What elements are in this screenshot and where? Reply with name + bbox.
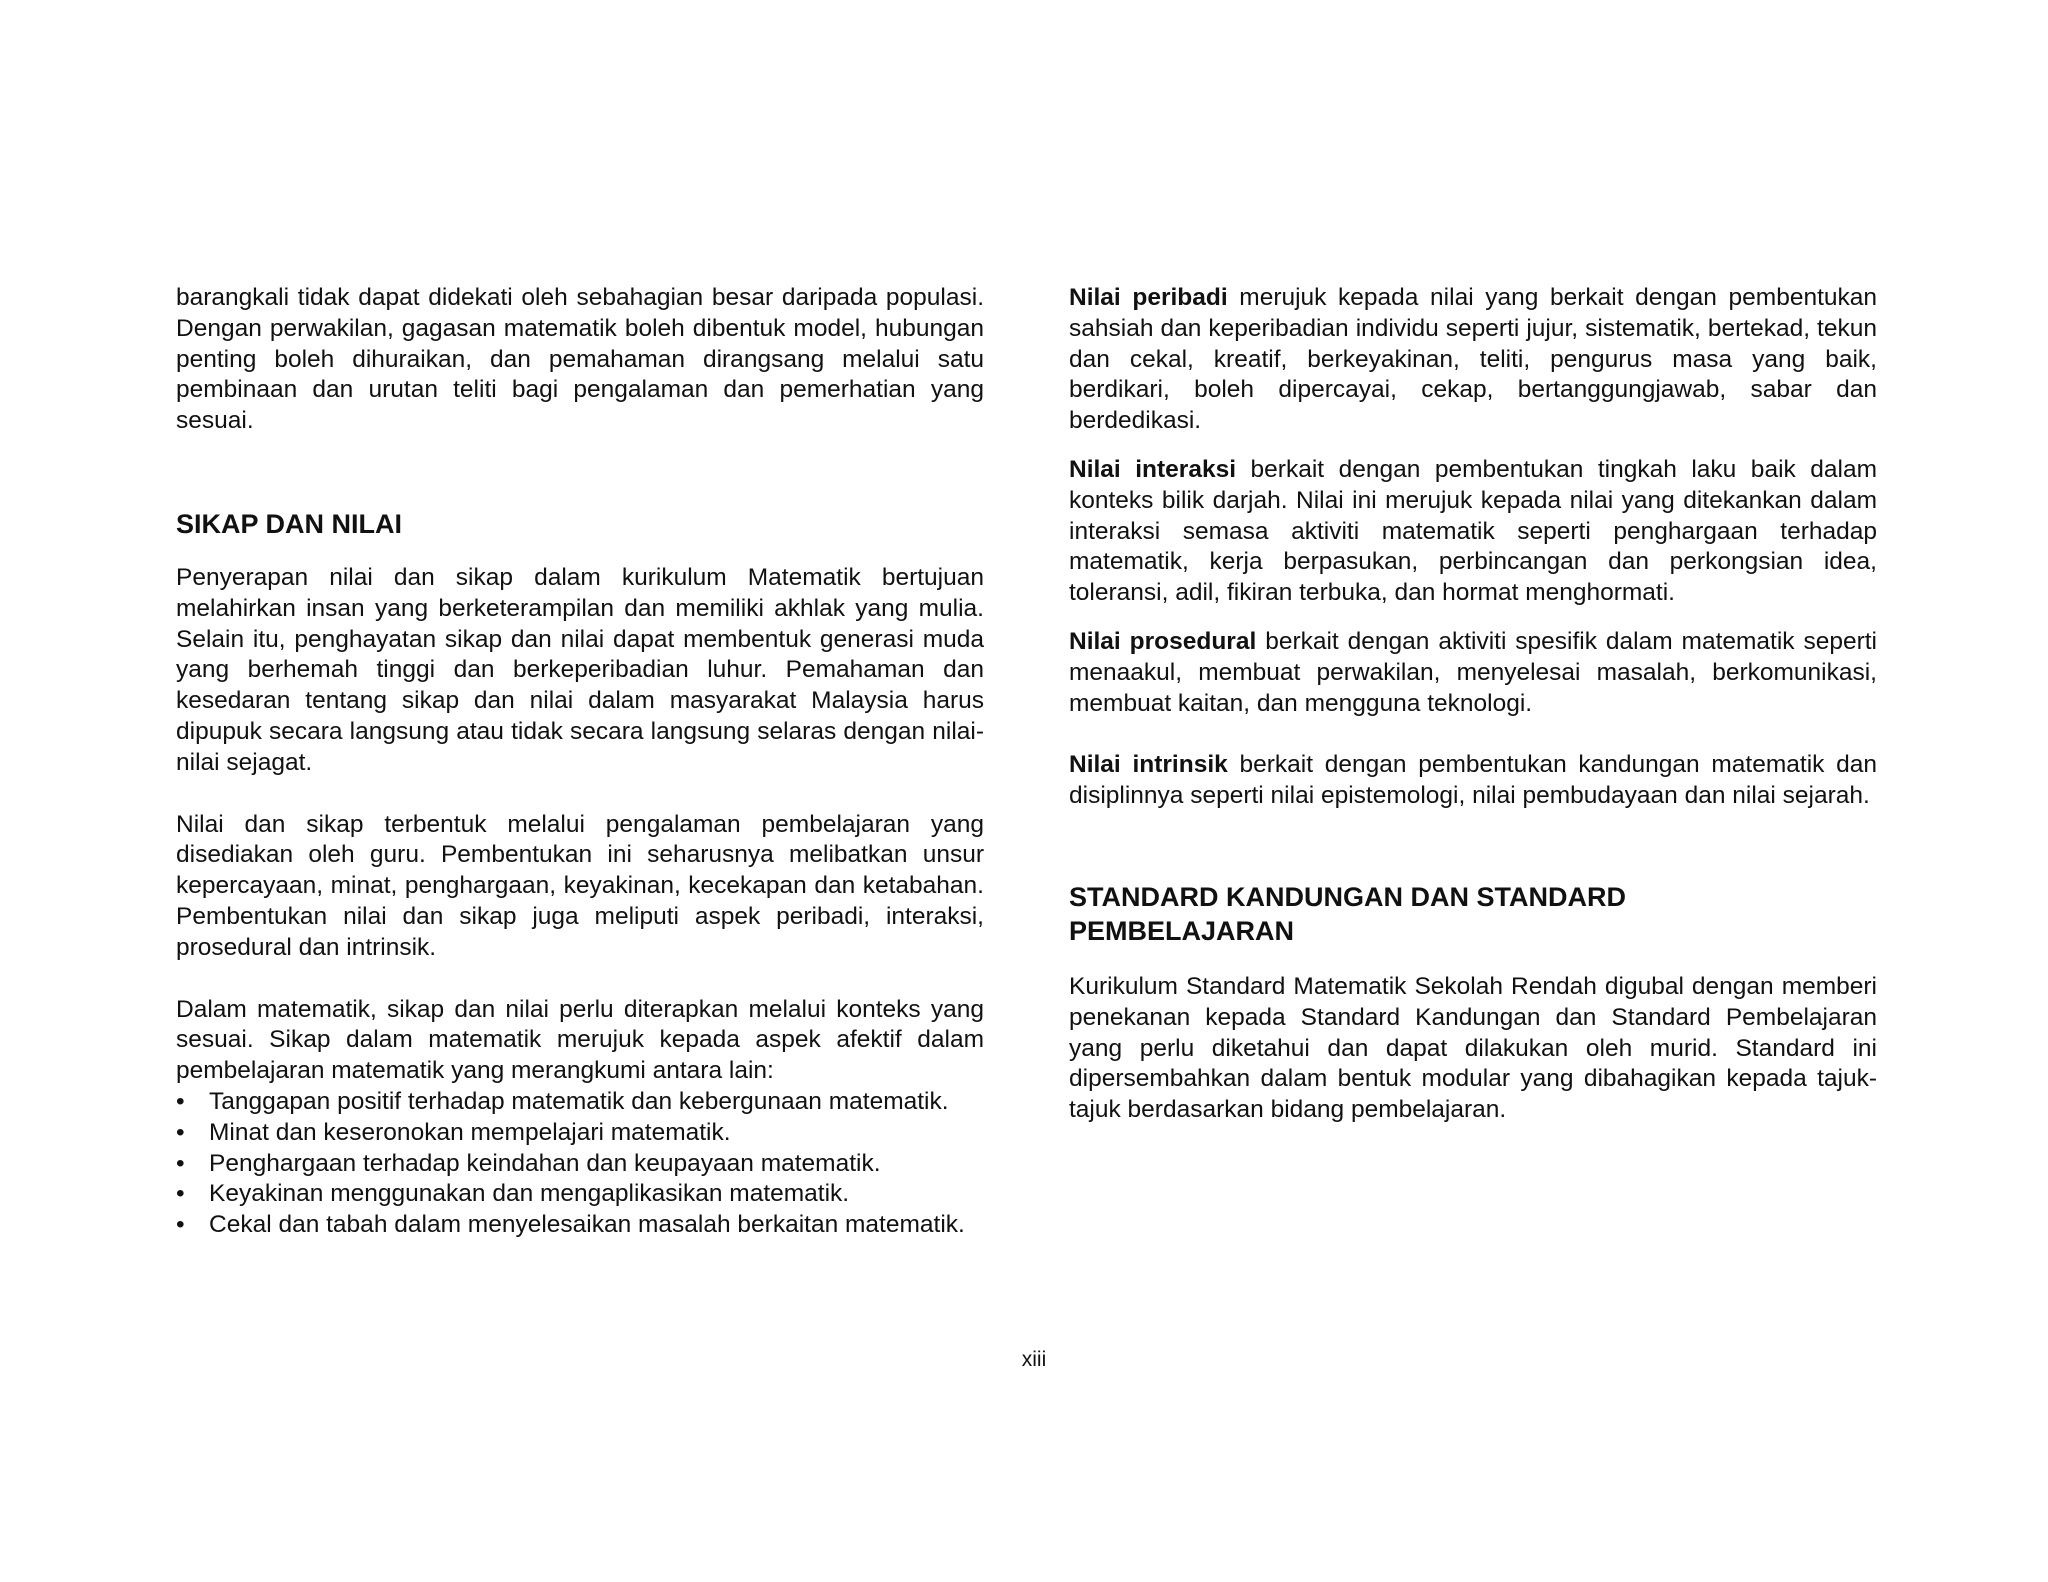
intro-paragraph: barangkali tidak dapat didekati oleh sebahagian besar daripada populasi. Dengan perwakilan, gagasan matematik boleh dibentuk model, hubungan penting boleh dihuraikan, dan pemahaman dirangsang melalui satu pembinaan dan urutan teliti bagi pengalaman dan pemerhatian yang sesuai. xyxy=(176,284,984,435)
nilai-intrinsik-term: Nilai intrinsik xyxy=(1069,751,1228,779)
nilai-prosedural-text: berkait dengan aktiviti spesifik dalam matematik seperti menaakul, membuat perwakilan, menyelesai masalah, berkomunikasi, membuat kaitan, dan mengguna teknologi. xyxy=(1069,627,1878,717)
bullet-icon: • xyxy=(176,1180,185,1208)
right-column xyxy=(1069,283,1877,1126)
attitude-bullet-list xyxy=(176,1087,984,1241)
list-item xyxy=(176,1149,984,1180)
list-item-text: Tanggapan positif terhadap matematik dan kebergunaan matematik. xyxy=(209,1087,949,1115)
nilai-peribadi-text: merujuk kepada nilai yang berkait dengan pembentukan sahsiah dan keperibadian individu seperti jujur, sistematik, bertekad, tekun dan cekal, kreatif, berkeyakinan, teliti, pengurus masa yang baik, berdikari, boleh dipercayai, cekap, bertanggungjawab, sabar dan berdedikasi. xyxy=(1069,284,1878,435)
section-heading-standard-kandungan xyxy=(1069,880,1877,948)
page-number: xiii xyxy=(1021,1348,1047,1371)
nilai-intrinsik-text: berkait dengan pembentukan kandungan matematik dan disiplinnya seperti nilai epistemologi, nilai pembudayaan dan nilai sejarah. xyxy=(1069,751,1877,810)
nilai-peribadi-term: Nilai peribadi xyxy=(1069,284,1228,311)
sikap-paragraph-2: Nilai dan sikap terbentuk melalui pengalaman pembelajaran yang disediakan oleh guru. Pembentukan ini seharusnya melibatkan unsur kepercayaan, minat, penghargaan, keyakinan, kecekapan dan ketabahan. Pembentukan nilai dan sikap juga meliputi aspek peribadi, interaksi, prosedural dan intrinsik. xyxy=(176,810,984,961)
heading-line-2: PEMBELAJARAN xyxy=(1069,915,1295,946)
standard-paragraph: Kurikulum Standard Matematik Sekolah Rendah digubal dengan memberi penekanan kepada Standard Kandungan dan Standard Pembelajaran yang perlu diketahui dan dapat dilakukan oleh murid. Standard ini dipersembahkan dalam bentuk modular yang dibahagikan kepada tajuk-tajuk berdasarkan bidang pembelajaran. xyxy=(1069,972,1877,1124)
bullet-icon: • xyxy=(176,1087,185,1115)
list-item xyxy=(176,1118,984,1149)
list-item-text: Minat dan keseronokan mempelajari matematik. xyxy=(209,1118,731,1146)
sikap-paragraph-1: Penyerapan nilai dan sikap dalam kurikulum Matematik bertujuan melahirkan insan yang berketerampilan dan memiliki akhlak yang mulia. Selain itu, penghayatan sikap dan nilai dapat membentuk generasi muda yang berhemah tinggi dan berkeperibadian luhur. Pemahaman dan kesedaran tentang sikap dan nilai dalam masyarakat Malaysia harus dipupuk secara langsung atau tidak secara langsung selaras dengan nilai-nilai sejagat. xyxy=(176,563,984,776)
heading-line-1: STANDARD KANDUNGAN DAN STANDARD xyxy=(1069,881,1626,912)
list-item xyxy=(176,1087,984,1118)
left-column xyxy=(176,283,984,1241)
bullet-icon: • xyxy=(176,1211,185,1239)
list-item-text: Penghargaan terhadap keindahan dan keupayaan matematik. xyxy=(209,1149,881,1177)
nilai-prosedural-paragraph xyxy=(1069,627,1877,719)
list-item-text: Cekal dan tabah dalam menyelesaikan masalah berkaitan matematik. xyxy=(209,1211,965,1239)
nilai-intrinsik-paragraph xyxy=(1069,750,1877,812)
bullet-icon: • xyxy=(176,1118,185,1146)
nilai-prosedural-term: Nilai prosedural xyxy=(1069,627,1257,655)
list-item-text: Keyakinan menggunakan dan mengaplikasikan matematik. xyxy=(209,1180,850,1208)
nilai-interaksi-term: Nilai interaksi xyxy=(1069,455,1237,483)
nilai-interaksi-paragraph xyxy=(1069,455,1877,609)
list-item xyxy=(176,1179,984,1210)
nilai-peribadi-paragraph xyxy=(1069,283,1877,437)
bullet-icon: • xyxy=(176,1149,185,1177)
sikap-paragraph-3: Dalam matematik, sikap dan nilai perlu diterapkan melalui konteks yang sesuai. Sikap dalam matematik merujuk kepada aspek afektif dalam pembelajaran matematik yang merangkumi antara lain: xyxy=(176,995,984,1085)
list-item xyxy=(176,1210,984,1241)
nilai-interaksi-text: berkait dengan pembentukan tingkah laku baik dalam konteks bilik darjah. Nilai ini merujuk kepada nilai yang ditekankan dalam interaksi semasa aktiviti matematik seperti penghargaan terhadap matematik, kerja berpasukan, perbincangan dan perkongsian idea, toleransi, adil, fikiran terbuka, dan hormat menghormati. xyxy=(1069,455,1877,607)
section-heading-sikap-dan-nilai: SIKAP DAN NILAI xyxy=(176,508,403,539)
